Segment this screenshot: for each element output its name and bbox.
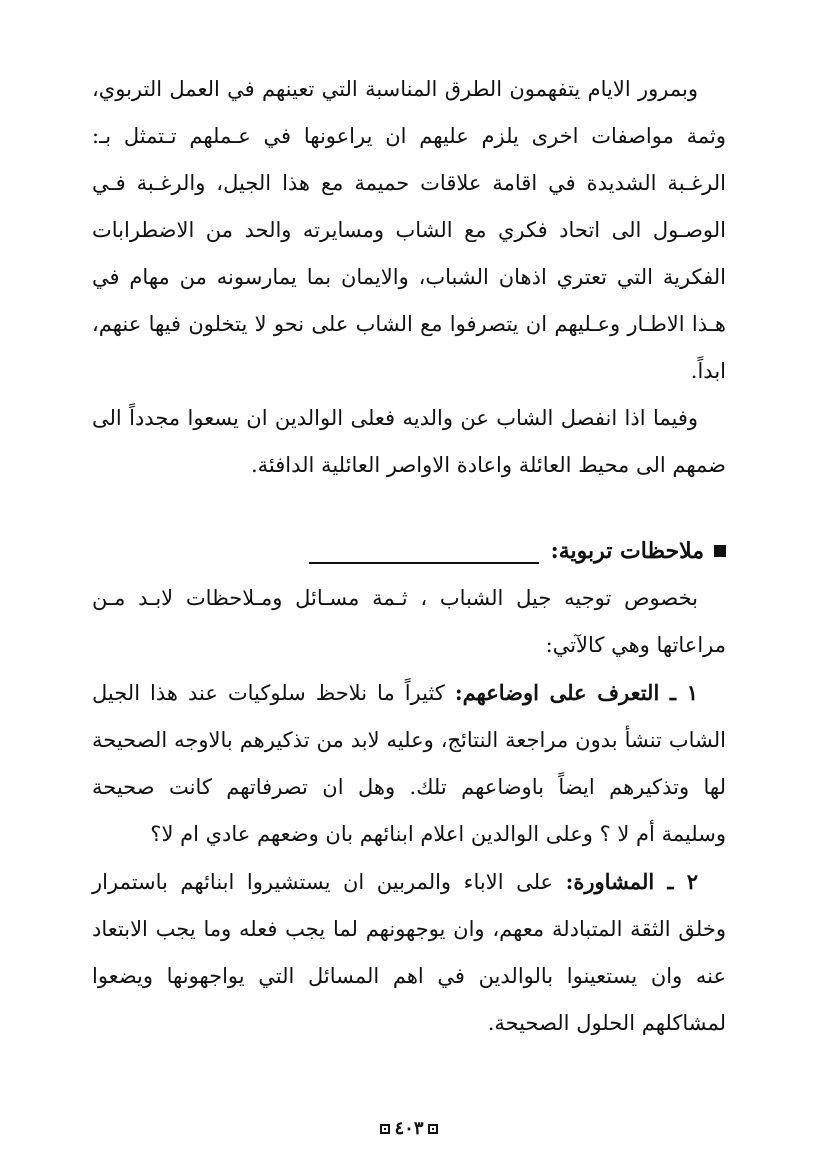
page-footer [0,1118,818,1139]
ornament-icon [380,1124,390,1134]
section-heading [92,527,726,575]
ornament-icon [428,1124,438,1134]
list-item-1 [92,669,726,858]
list-item-2 [92,858,726,1047]
list-item-2-text: على الاباء والمربين ان يستشيروا ابنائهم باستمرار وخلق الثقة المتبادلة معهم، وان يوجهونهم لما يجب فعله وما يجب الابتعاد عنه وان يستعينوا بالوالدين في اهم المسائل التي يواجهونها ويضعوا لمشاكلهم الحلول الصحيحة. [92,870,726,1035]
paragraph-2: وفيما اذا انفصل الشاب عن والديه فعلى الوالدين ان يسعوا مجدداً الى ضمهم الى محيط العائلة واعادة الاواصر العائلية الدافئة. [92,406,726,477]
section-title: ملاحظات تربوية: [550,538,704,564]
list-item-1-heading: ١ ـ التعرف على اوضاعهم: [454,680,698,705]
list-item-1-text: كثيراً ما نلاحظ سلوكيات عند هذا الجيل الشاب تنشأ بدون مراجعة النتائج، وعليه لابد من تذكيرهم بالاوجه الصحيحة لها وتذكيرهم ايضاً باوضاعهم تلك. وهل ان تصرفاتهم كانت صحيحة وسليمة أم لا ؟ وعلى الوالدين اعلام ابنائهم بان وضعهم عادي ام لا؟ [92,681,726,846]
list-item-2-heading: ٢ ـ المشاورة: [565,869,698,894]
heading-underline [309,538,539,564]
page-number: ٤٠٣ [394,1118,424,1139]
square-bullet-icon [714,545,726,557]
paragraph-3: بخصوص توجيه جيل الشباب ، ثـمة مسـائل ومـلاحظات لابـد مـن مراعاتها وهي كالآتي: [92,586,726,657]
paragraph-1: وبمرور الايام يتفهمون الطرق المناسبة التي تعينهم في العمل التربوي، وثمة مواصفات اخرى يلزم عليهم ان يراعونها في عـملهم تـتمثل بـ: الرغـبة الشديدة في اقامة علاقات حميمة مع هذا الجيل، والرغـبة فـي الوصـول الى اتحاد فكري مع الشاب ومسايرته والحد من الاضطرابات الفكرية التي تعتري اذهان الشباب، والايمان بما يمارسونه من مهام في هـذا الاطـار وعـليهم ان يتصرفوا مع الشاب على نحو لا يتخلون فيها عنهم، ابداً. [92,77,726,383]
